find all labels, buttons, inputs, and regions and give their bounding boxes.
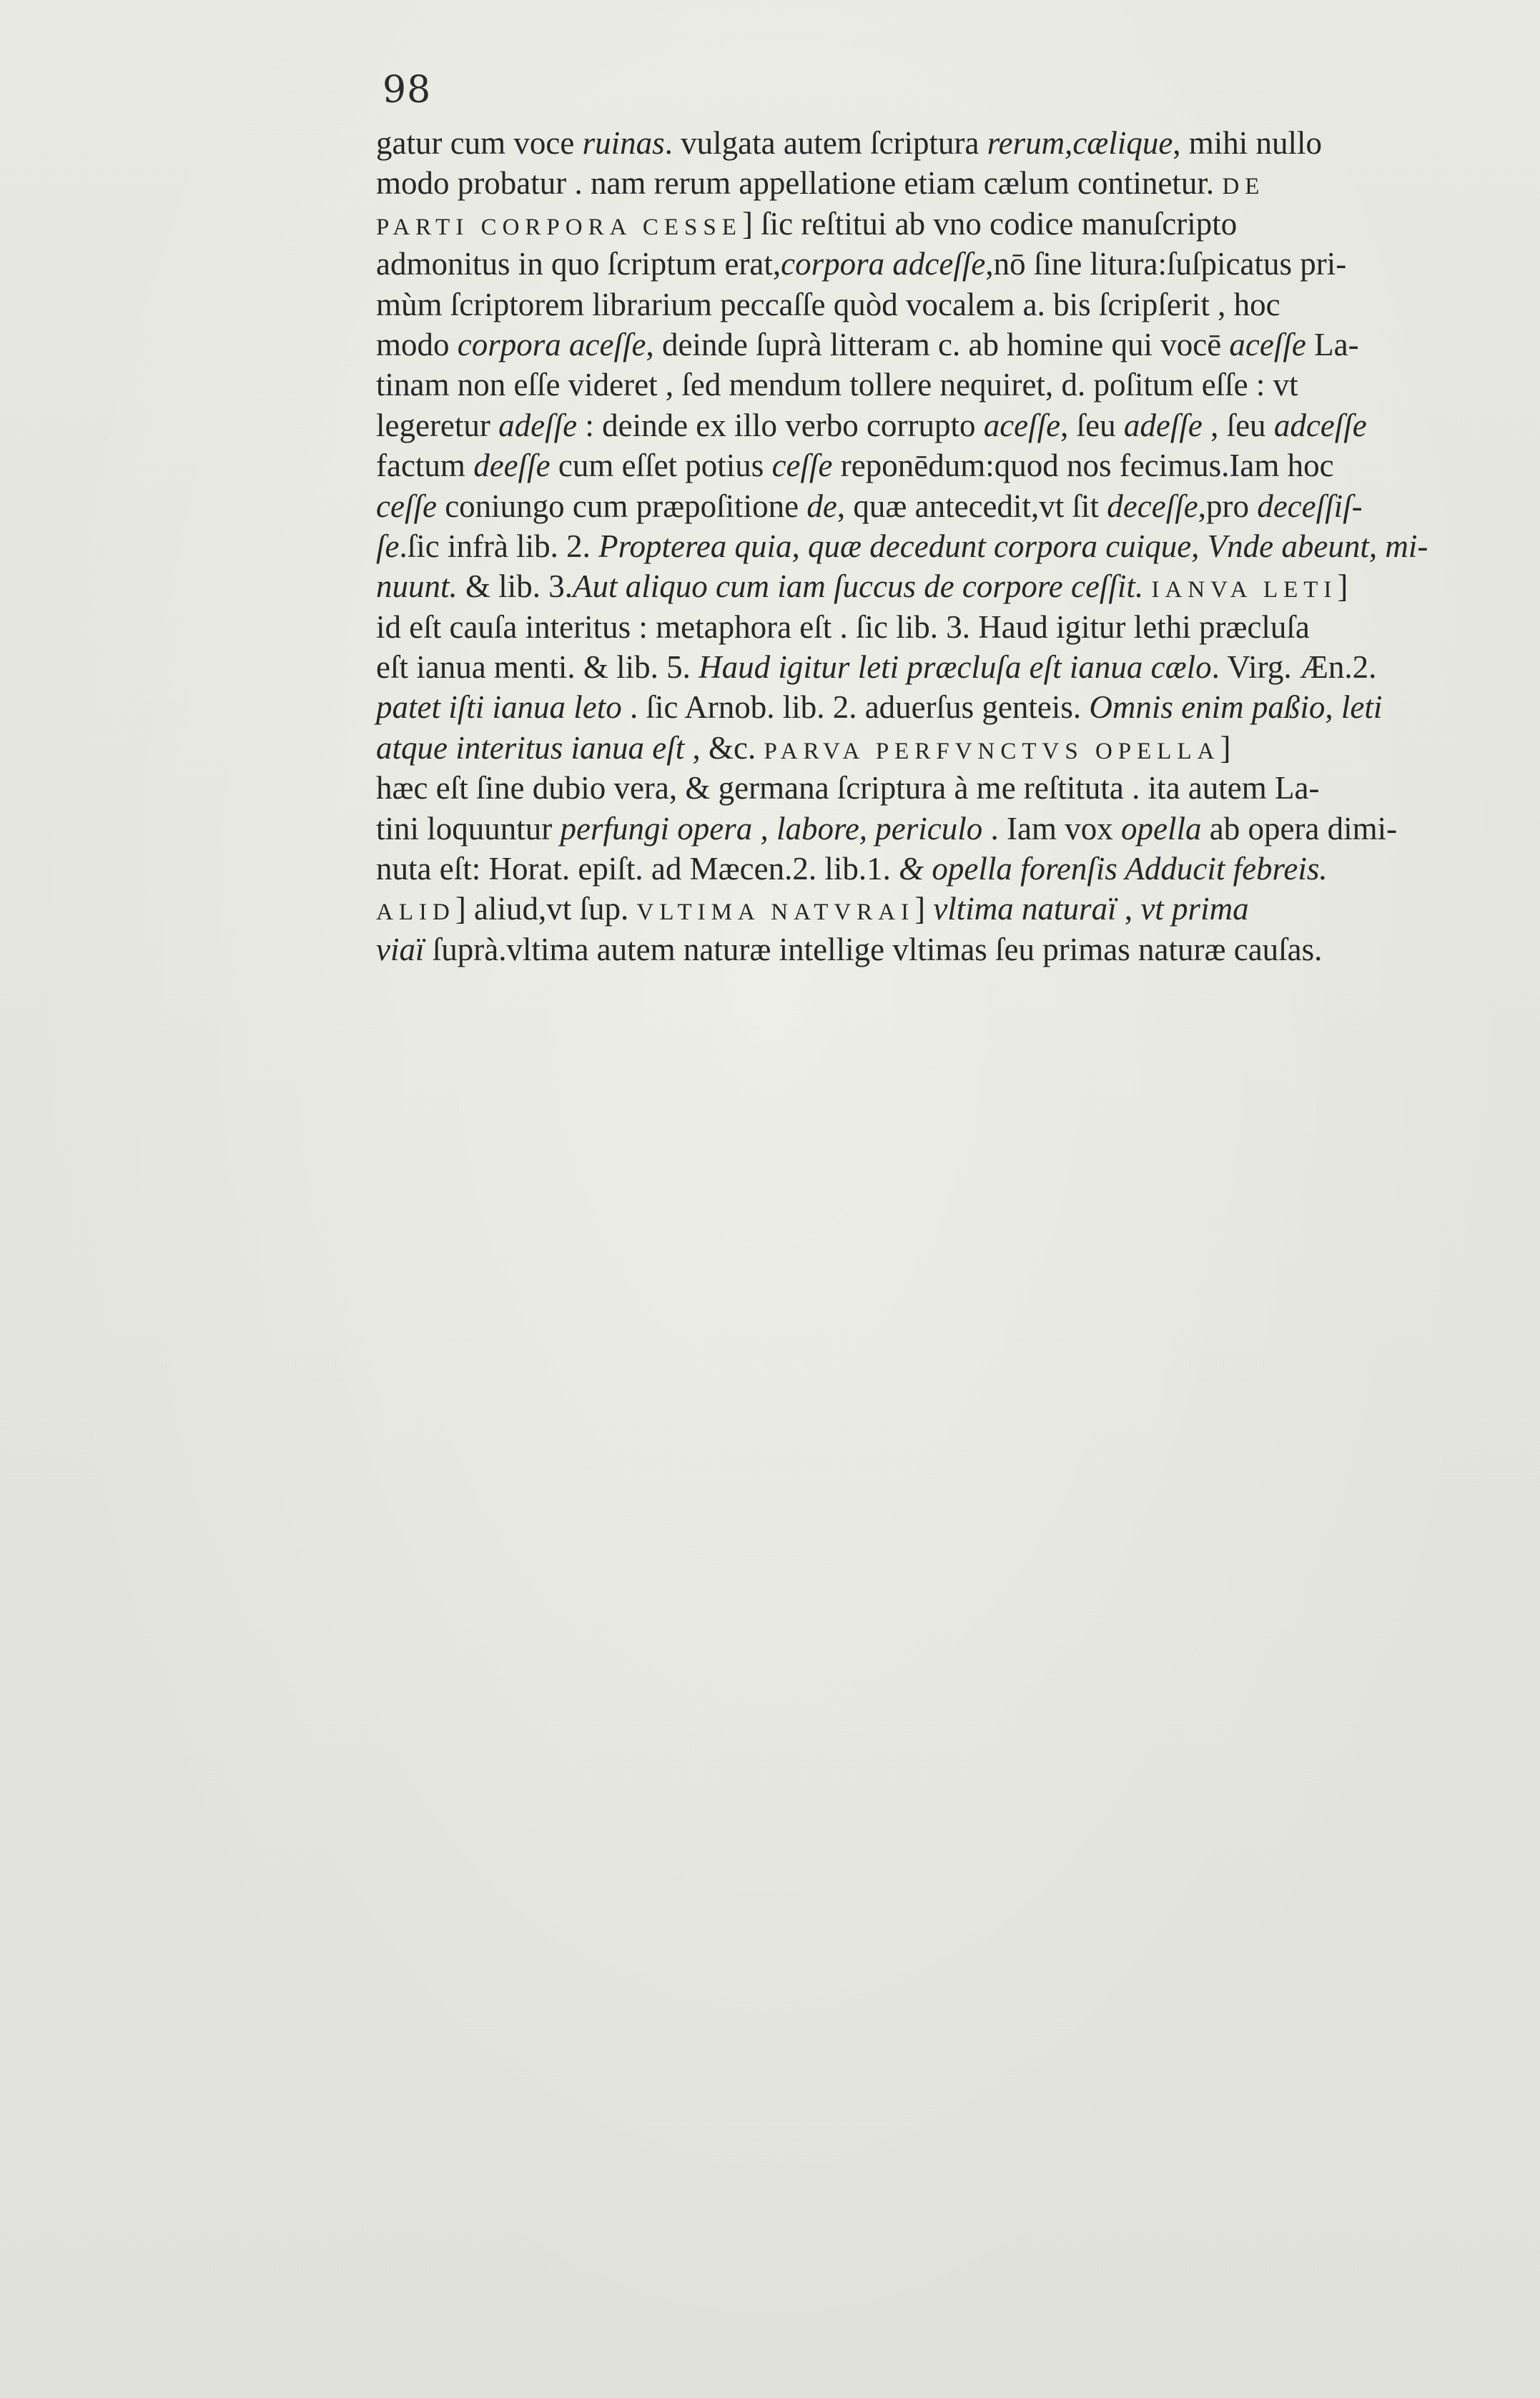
lemma-span: VLTIMA NATVRAI [636,899,915,926]
text-line [376,607,1470,647]
italic-span: & opella forenſis Adducit febreis. [899,851,1328,887]
text-line [376,325,1470,365]
italic-span: de [806,488,837,524]
text-span: ,nō ſine litura:ſuſpicatus pri- [985,246,1347,282]
lemma-span: PARTI CORPORA CESSE [376,214,742,240]
italic-span: vltima naturaï [933,891,1117,927]
italic-span: atque interitus ianua eſt [376,729,685,766]
text-line [376,929,1470,969]
italic-span: corpora aceſſe [457,326,646,362]
text-span: cum eſſet potius [550,448,772,484]
text-line [376,809,1470,849]
italic-span: aceſſe [983,407,1061,443]
text-line [376,365,1470,405]
text-line [376,244,1470,284]
text-span: factum [376,448,474,484]
italic-span: ruinas [582,125,665,161]
lemma-span: DE [1222,174,1265,200]
text-span: , deinde ſuprà litteram c. ab homine qui vocē [646,326,1230,362]
text-line [376,566,1470,606]
text-span: , &c. [684,729,764,766]
italic-span: ceſſe [376,488,437,524]
text-span [1143,568,1151,604]
text-span: .ſic infrà lib. 2. [399,528,599,564]
text-span: La- [1305,326,1359,362]
text-span: . Virg. Æn.2. [1211,649,1377,686]
text-span: ,pro [1198,488,1258,524]
lemma-span: PARVA PERFVNCTVS OPELLA [764,738,1220,764]
italic-span: deceſſiſ- [1257,488,1363,524]
text-span: nuta eſt: Horat. epiſt. ad Mæcen.2. lib.1. [376,851,899,887]
italic-span: adeſſe [498,407,578,443]
text-line [376,204,1470,244]
italic-span: adceſſe [1273,407,1367,443]
italic-span: perfungi opera , labore, periculo [560,810,983,847]
text-line [376,687,1470,727]
text-span: , ſeu [1202,407,1274,443]
text-span: reponēdum:quod nos fecimus.Iam hoc [832,448,1334,484]
text-span: coniungo cum præpoſitione [436,488,807,524]
lemma-span: ALID [376,899,455,926]
page-number: 98 [382,69,432,112]
text-span: id eſt cauſa interitus : metaphora eſt . ſic lib. 3. Haud igitur lethi præcluſa [376,608,1310,645]
italic-span: viaï [376,931,425,967]
text-line [376,405,1470,445]
italic-span: deeſſe [473,448,551,484]
text-span: ab opera dimi- [1201,810,1398,847]
text-span: ] ſic reſtitui ab vno codice manuſcripto [741,205,1238,242]
italic-span: aceſſe [1229,326,1306,362]
italic-span: patet iſti ianua leto [376,689,622,726]
commentary-text [376,123,1470,969]
text-line [376,486,1470,526]
italic-span: adeſſe [1123,407,1203,443]
italic-span: nuunt. [376,568,458,605]
text-line [376,768,1470,808]
text-span: tinam non eſſe videret , ſed mendum tollere nequiret, d. poſitum eſſe : vt [376,367,1298,403]
text-span: mùm ſcriptorem librarium peccaſſe quòd vocalem a. bis ſcripſerit , hoc [376,286,1280,322]
text-span: & lib. 3. [457,568,573,605]
text-line [376,849,1470,889]
text-span: ſuprà.vltima autem naturæ intellige vltimas ſeu primas naturæ cauſas. [424,931,1323,967]
italic-span: Omnis enim paßio, leti [1089,689,1383,726]
text-span: tini loquuntur [376,810,561,847]
text-span: eſt ianua menti. & lib. 5. [376,649,699,686]
text-span: legeretur [376,407,499,443]
text-span: . ſic Arnob. lib. 2. aduerſus genteis. [621,689,1090,726]
text-span: modo probatur . nam rerum appellatione etiam cælum continetur. [376,165,1223,202]
text-span: . vulgata autem ſcriptura [664,125,987,161]
italic-span: rerum,cælique [987,125,1173,161]
text-span: , [1116,891,1141,927]
text-span: . Iam vox [982,810,1121,847]
text-span: , mihi nullo [1173,125,1323,161]
text-span: admonitus in quo ſcriptum erat, [376,246,781,282]
text-line [376,445,1470,485]
lemma-span: IANVA LETI [1151,577,1338,603]
text-span: gatur cum voce [376,125,583,161]
text-line [376,647,1470,687]
text-span: ] aliud,vt ſup. [455,891,637,927]
text-span: ] [914,891,934,927]
text-line [376,163,1470,203]
text-span: : deinde ex illo verbo corrupto [577,407,984,443]
italic-span: Haud igitur leti præcluſa eſt ianua cælo [699,649,1212,686]
text-line [376,526,1470,566]
text-line [376,728,1470,768]
text-span: ] [1220,729,1231,766]
text-span: ] [1337,568,1348,605]
italic-span: Aut aliquo cum iam ſuccus de corpore ceſſit. [573,568,1144,605]
italic-span: opella [1120,810,1202,847]
text-span: modo [376,326,458,362]
text-line [376,123,1470,163]
italic-span: ſe [376,528,400,564]
text-span: hæc eſt ſine dubio vera, & germana ſcriptura à me reſtituta . ita autem La- [376,770,1320,806]
italic-span: corpora adceſſe [781,246,986,282]
italic-span: vt prima [1140,891,1249,927]
text-line [376,889,1470,929]
text-span: , quæ antecedit,vt ſit [836,488,1107,524]
italic-span: ceſſe [771,448,833,484]
italic-span: deceſſe [1107,488,1198,524]
text-span: , ſeu [1060,407,1124,443]
text-line [376,285,1470,325]
italic-span: Propterea quia, quæ decedunt corpora cuique, Vnde abeunt, mi- [598,528,1428,564]
